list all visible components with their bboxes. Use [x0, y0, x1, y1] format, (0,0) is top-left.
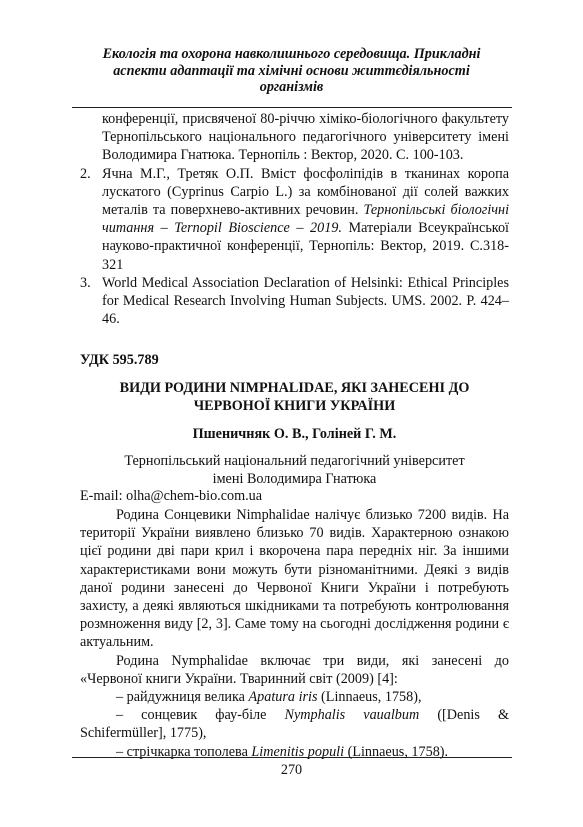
- page-number: 270: [280, 762, 303, 778]
- authors: Пшеничняк О. В., Голіней Г. М.: [192, 426, 397, 442]
- species-item-3: [80, 743, 509, 761]
- reference-item-2: [80, 165, 509, 274]
- article-body: [80, 506, 509, 761]
- reference-text-italic: Тернопільські біологічні читання – Ternopil Bioscience – 2019.: [102, 202, 510, 237]
- affiliation-line-2: імені Володимира Гнатюка: [212, 471, 377, 487]
- species-latin-name: Apatura iris: [248, 689, 318, 706]
- species-name: – райдужниця велика: [116, 689, 249, 706]
- reference-text-plain: Ячна М.Г., Третяк О.П. Вміст фосфоліпідів в тканинах коропа лускатого (Cyprinus Carpio L.) за комбінованої дії солей важких металів та поверхнево-активних речовин.: [102, 165, 509, 219]
- species-latin-name: Limenitis populi: [251, 743, 345, 760]
- paragraph-1: Родина Сонцевики Nimphalidae налічує близько 7200 видів. На території України виявлено близько 70 видів. Характерною ознакою цієї родини дві пари крил і вкорочена пара передніх ніг. За іншими характеристиками вони можуть бути різноманітними. Деякі з видів даної родини занесені до Червоної Книги України і потребують захисту, а деякі являються шкідниками та потребують контролювання розмноження виду [2, 3]. Саме тому на сьогодні дослідження родини є актуальним.: [80, 507, 509, 651]
- species-name: – сонцевик фау-біле: [116, 707, 285, 724]
- species-item-1: [80, 688, 509, 706]
- species-item-2: [80, 706, 509, 742]
- reference-text: [102, 165, 509, 274]
- udk-code: УДК 595.789: [80, 352, 159, 368]
- species-authority: (Linnaeus, 1758),: [317, 689, 422, 706]
- reference-number: 3.: [80, 274, 91, 291]
- species-authority: (Linnaeus, 1758).: [344, 743, 449, 760]
- species-authority: ([Denis & Schifermüller], 1775),: [80, 707, 509, 742]
- paragraph-2: Родина Nymphalidae включає три види, які занесені до «Червоної книги України. Тваринний світ (2009) [4]:: [80, 652, 509, 687]
- reference-item-1-continued: [80, 110, 509, 165]
- affiliation: [80, 452, 509, 488]
- species-name: – стрічкарка тополева: [116, 743, 252, 760]
- header-divider: [72, 107, 512, 108]
- reference-text: World Medical Association Declaration of Helsinki: Ethical Principles for Medical Research Involving Human Subjects. UMS. 2002. P. 424–46.: [102, 274, 509, 328]
- affiliation-line-1: Тернопільський національний педагогічний університет: [124, 453, 465, 469]
- species-latin-name: Nymphalis vaualbum: [284, 707, 420, 724]
- running-header: [60, 46, 523, 96]
- header-line-2: аспекти адаптації та хімічні основи життєдіяльності: [113, 62, 470, 79]
- header-line-1: Екологія та охорона навколишнього середовища. Прикладні: [102, 46, 481, 62]
- reference-list: [80, 110, 509, 328]
- reference-item-3: [80, 274, 509, 329]
- article-title-line-1: ВИДИ РОДИНИ NIMPHALIDAE, ЯКІ ЗАНЕСЕНІ ДО: [119, 380, 470, 396]
- email: E-mail: olha@chem-bio.com.ua: [80, 488, 263, 504]
- header-line-3: організмів: [259, 79, 324, 95]
- reference-number: 2.: [80, 165, 91, 182]
- article-title: [80, 379, 509, 415]
- reference-text-tail: Матеріали Всеукраїнської науково-практичної конференції, Тернопіль: Вектор, 2019. С.318-321: [102, 220, 510, 273]
- reference-text: конференції, присвяченої 80-річчю хіміко-біологічного факультету Тернопільського національного педагогічного університету імені Володимира Гнатюка. Тернопіль : Вектор, 2020. С. 100-103.: [102, 111, 509, 164]
- footer-divider: [72, 757, 512, 758]
- article-title-line-2: ЧЕРВОНОЇ КНИГИ УКРАЇНИ: [193, 398, 396, 414]
